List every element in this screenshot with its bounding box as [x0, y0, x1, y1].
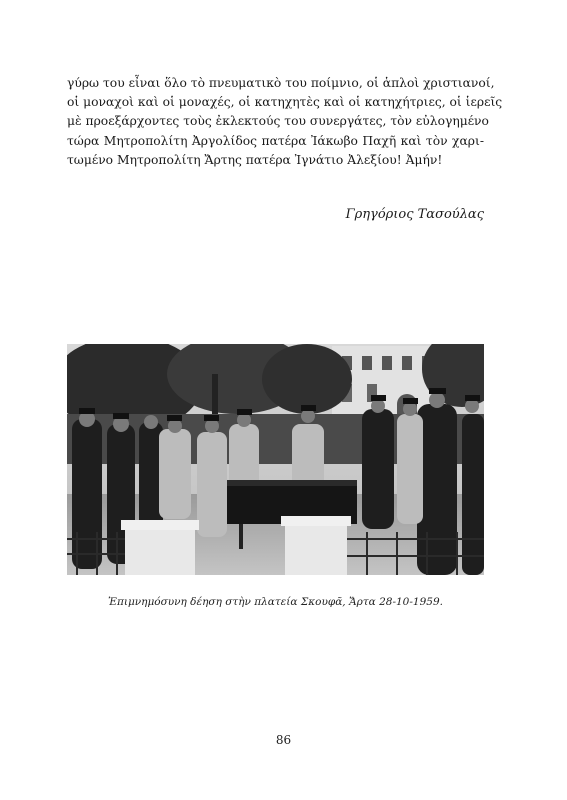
body-line: τωμένο Μητροπολίτη Ἄρτης πατέρα Ἰγνάτιο Ἀλεξίου! Ἀμήν! [67, 152, 443, 167]
author-signature: Γρηγόριος Τασούλας [345, 207, 484, 222]
memorial-service-photo [67, 344, 484, 575]
body-line: οἱ μοναχοὶ καὶ οἱ μοναχές, οἱ κατηχητὲς καὶ οἱ κατηχήτριες, οἱ ἱερεῖς [67, 95, 503, 110]
body-line: τώρα Μητροπολίτη Ἀργολίδος πατέρα Ἰάκωβο Παχῆ καὶ τὸν χαρι- [67, 133, 484, 148]
body-paragraph [67, 74, 503, 170]
body-line: μὲ προεξάρχοντες τοὺς ἐκλεκτούς του συνεργάτες, τὸν εὐλογημένο [67, 114, 489, 129]
photo-caption: Ἐπιμνημόσυνη δέηση στὴν πλατεία Σκουφᾶ, Ἄρτα 28-10-1959. [108, 596, 443, 608]
body-line: γύρω του εἶναι ὅλο τὸ πνευματικὸ του ποίμνιο, οἱ ἁπλοὶ χριστιανοί, [67, 76, 495, 90]
page-number: 86 [275, 733, 292, 747]
